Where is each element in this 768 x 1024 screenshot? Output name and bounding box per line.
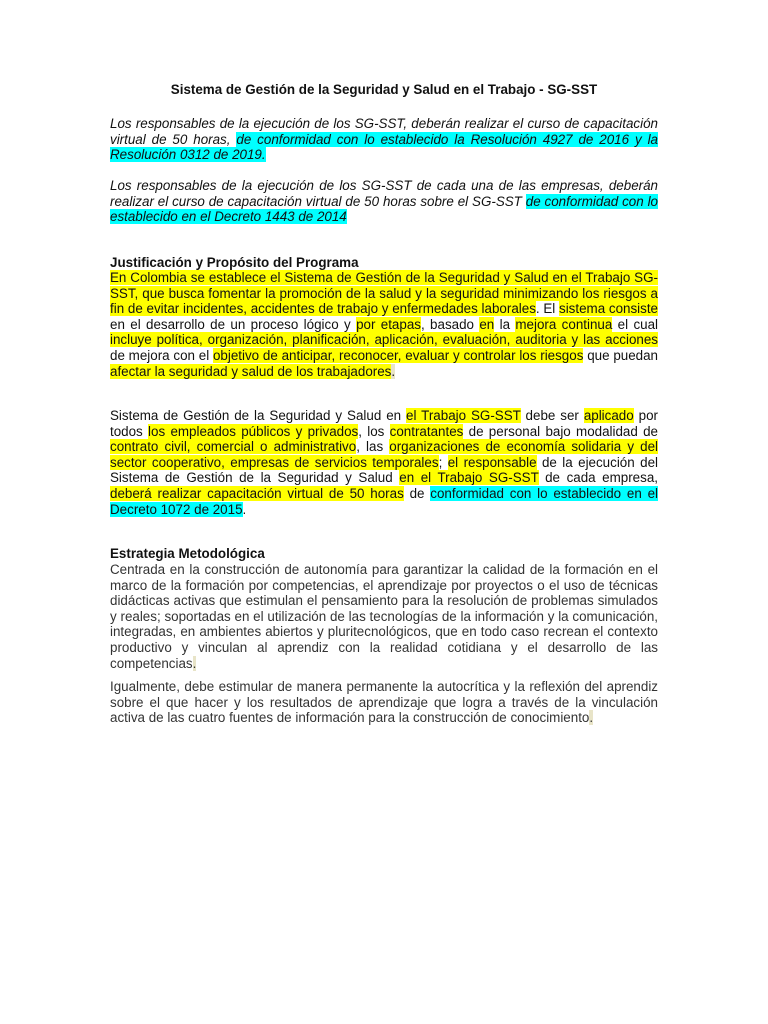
highlight-yellow: deberá realizar capacitación virtual de 50 horas	[110, 485, 404, 501]
text-segment: , basado	[420, 316, 480, 332]
page-title: Sistema de Gestión de la Seguridad y Salud en el Trabajo - SG-SST	[170, 82, 598, 97]
text-segment: de la ejecución del Sistema de Gestión de la Seguridad y Salud	[110, 454, 658, 486]
igualmente-paragraph	[110, 679, 658, 726]
highlight-yellow: afectar la seguridad y salud de los trabajadores	[110, 363, 392, 379]
text-segment: Los responsables de la ejecución de los SG-SST de cada una de las empresas, deberán realizar el curso de capacitación virtual de 50 horas sobre el SG-SST	[110, 178, 658, 209]
highlight-cyan: de conformidad con lo establecido en el Decreto 1443 de 2014	[110, 193, 658, 225]
highlight-yellow: aplicado	[583, 408, 634, 423]
text-segment: de cada empresa,	[538, 470, 658, 486]
highlight-yellow: contratantes	[389, 423, 464, 439]
section-heading-justificacion: Justificación y Propósito del Programa	[110, 255, 359, 270]
text-segment: Sistema de Gestión de la Seguridad y Salud en	[110, 408, 407, 423]
text-segment: , los	[358, 423, 390, 439]
intro-paragraph-2	[110, 178, 658, 225]
text-segment: ;	[438, 454, 448, 470]
text-segment: de personal bajo modalidad de	[463, 423, 658, 439]
highlight-yellow: por etapas	[356, 316, 421, 332]
paragraph-mark: .	[391, 363, 396, 379]
text-segment: Centrada en la construcción de autonomía para garantizar la calidad de la formación en el marco de la formación por competencias, el aprendizaje por proyectos o el uso de técnicas didácticas activas que estimulan el pensamiento para la resolución de problemas simulados y reales; soportadas en el utilización de las tecnologías de la información y la comunicación, integradas, en ambientes abiertos y pluritecnológicos, que en todo caso recrean el contexto productivo y vinculan al aprendiz con la realidad cotidiana y el desarrollo de las competencias	[110, 562, 658, 671]
text-segment: por todos	[110, 408, 658, 439]
estrategia-paragraph	[110, 562, 658, 671]
paragraph-mark: .	[192, 655, 197, 671]
text-segment: Igualmente, debe estimular de manera permanente la autocrítica y la reflexión del aprendiz sobre el que hacer y los resultados de aprendizaje que logra a través de la vinculación activa de las cuatro fuentes de información para la construcción de conocimiento	[110, 679, 658, 726]
text-segment: de	[403, 485, 431, 501]
highlight-yellow: los empleados públicos y privados	[148, 423, 359, 439]
highlight-cyan: de conformidad con lo establecido la Resolución 4927 de 2016 y la Resolución 0312 de 2019.	[110, 131, 658, 163]
text-segment: de mejora con el	[110, 347, 213, 363]
text-segment: el cual	[612, 316, 659, 332]
intro-paragraph-1	[110, 116, 658, 163]
highlight-yellow: organizaciones de economía solidaria y del sector cooperativo, empresas de servicios temporales	[110, 439, 659, 470]
highlight-yellow: el Trabajo SG-SST	[406, 408, 521, 423]
text-segment: que puedan	[583, 347, 658, 363]
highlight-yellow: objetivo de anticipar, reconocer, evaluar y controlar los riesgos	[212, 347, 584, 363]
justificacion-paragraph	[110, 270, 658, 379]
text-segment: , las	[356, 439, 390, 455]
text-segment: debe ser	[520, 408, 584, 423]
text-segment: . El	[535, 301, 559, 317]
highlight-yellow: sistema consiste	[559, 301, 658, 317]
paragraph-mark: .	[589, 710, 594, 726]
text-segment: .	[242, 501, 247, 517]
highlight-yellow: mejora continua	[515, 316, 613, 332]
text-segment: Los responsables de la ejecución de los SG-SST, deberán realizar el curso de capacitación virtual de 50 horas,	[110, 116, 658, 147]
text-segment: en el desarrollo de un proceso lógico y	[110, 316, 357, 332]
highlight-yellow: en	[479, 316, 495, 332]
highlight-yellow: el responsable	[447, 454, 537, 470]
highlight-yellow: en el Trabajo SG-SST	[399, 470, 539, 486]
highlight-yellow: En Colombia se establece el Sistema de Gestión de la Seguridad y Salud en el Trabajo SG-SST, que busca fomentar la promoción de la salud y la seguridad minimizando los riesgos a fin de evitar incidentes, accidentes de trabajo y enfermedades laborales	[110, 270, 658, 317]
highlight-yellow: incluye política, organización, planificación, aplicación, evaluación, auditoria y las acciones	[110, 332, 658, 348]
highlight-yellow: contrato civil, comercial o administrativo	[110, 439, 357, 455]
text-segment: la	[494, 316, 516, 332]
section-heading-estrategia: Estrategia Metodológica	[110, 546, 265, 561]
highlight-cyan: conformidad con lo establecido en el Decreto 1072 de 2015	[110, 485, 658, 517]
aplicacion-paragraph	[110, 408, 658, 517]
